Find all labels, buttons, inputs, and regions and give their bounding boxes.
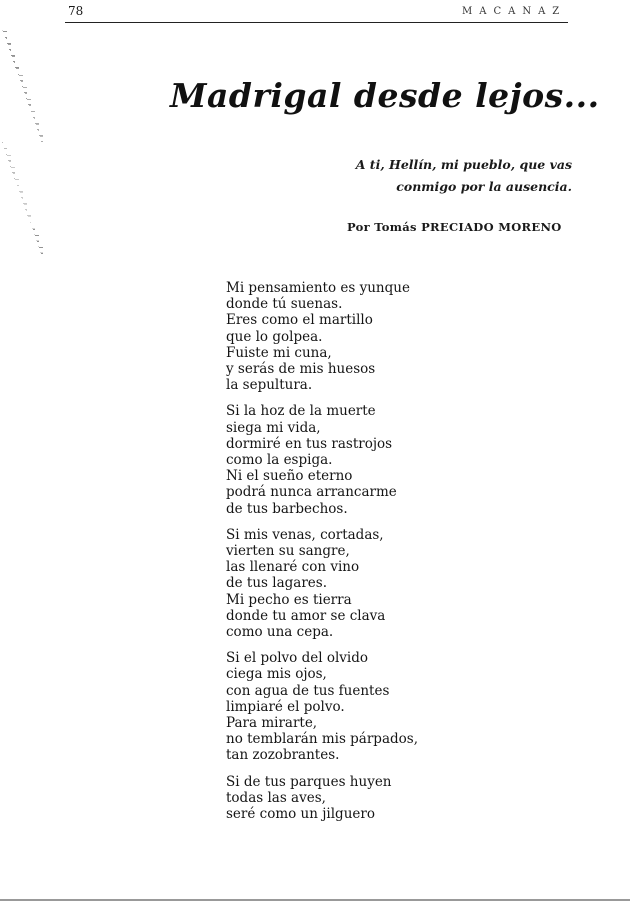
verse-line: Si la hoz de la muerte bbox=[226, 403, 376, 420]
margin-scan-specks bbox=[2, 30, 44, 260]
verse-line: podrá nunca arrancarme bbox=[226, 484, 397, 501]
scan-speck bbox=[23, 87, 27, 88]
verse-line: donde tú suenas. bbox=[226, 296, 343, 313]
scan-speck bbox=[26, 210, 27, 211]
stanza bbox=[226, 774, 418, 823]
scan-speck bbox=[9, 161, 11, 162]
scan-speck bbox=[3, 31, 7, 32]
verse-line: limpiaré el polvo. bbox=[226, 698, 345, 715]
scan-speck bbox=[6, 38, 7, 39]
scan-speck bbox=[19, 75, 23, 76]
scan-speck bbox=[8, 44, 11, 45]
verse-line: como la espiga. bbox=[226, 452, 333, 469]
scan-speck bbox=[40, 136, 43, 137]
scan-speck bbox=[30, 222, 31, 223]
scan-speck bbox=[29, 105, 31, 106]
verse-line: donde tu amor se clava bbox=[226, 607, 386, 624]
scan-speck bbox=[25, 93, 27, 94]
dedication-line-1: A ti, Hellín, mi pueblo, que vas bbox=[355, 157, 572, 172]
scan-speck bbox=[28, 216, 31, 217]
scan-speck bbox=[20, 192, 23, 193]
scan-speck bbox=[17, 185, 19, 186]
verse-line: Para mirarte, bbox=[226, 715, 318, 732]
running-head: MACANAZ bbox=[462, 6, 567, 17]
verse-line: Si de tus parques huyen bbox=[226, 773, 392, 790]
poem-body bbox=[226, 280, 418, 832]
bottom-scan-edge bbox=[0, 899, 630, 901]
verse-line: ciega mis ojos, bbox=[226, 666, 327, 683]
verse-line: seré como un jilguero bbox=[226, 806, 375, 823]
scan-speck bbox=[41, 141, 43, 142]
scan-speck bbox=[39, 247, 43, 248]
scan-speck bbox=[27, 99, 31, 100]
verse-line: que lo golpea. bbox=[226, 328, 323, 345]
verse-line: Fuiste mi cuna, bbox=[226, 344, 332, 361]
scan-speck bbox=[12, 56, 15, 57]
verse-line: siega mi vida, bbox=[226, 419, 321, 436]
verse-line: y serás de mis huesos bbox=[226, 361, 376, 378]
verse-line: tan zozobrantes. bbox=[226, 747, 340, 764]
scan-speck bbox=[37, 241, 39, 242]
dedication bbox=[350, 154, 572, 198]
verse-line: de tus barbechos. bbox=[226, 500, 348, 517]
stanza bbox=[226, 280, 418, 393]
scan-speck bbox=[13, 173, 15, 174]
scan-speck bbox=[22, 198, 23, 199]
dedication-line-2: conmigo por la ausencia. bbox=[396, 179, 572, 194]
verse-line: como una cepa. bbox=[226, 624, 334, 641]
stanza bbox=[226, 650, 418, 763]
verse-line: todas las aves, bbox=[226, 789, 326, 806]
verse-line: dormiré en tus rastrojos bbox=[226, 435, 393, 452]
scan-speck bbox=[34, 118, 35, 119]
verse-line: Si mis venas, cortadas, bbox=[226, 526, 384, 543]
header-rule bbox=[65, 22, 568, 23]
verse-line: la sepultura. bbox=[226, 377, 313, 394]
scan-speck bbox=[4, 148, 7, 149]
verse-line: Si el polvo del olvido bbox=[226, 650, 368, 667]
scan-speck bbox=[35, 235, 39, 236]
scan-speck bbox=[14, 62, 15, 63]
verse-line: no temblarán mis párpados, bbox=[226, 731, 418, 748]
verse-line: vierten su sangre, bbox=[226, 543, 350, 560]
scan-speck bbox=[2, 142, 3, 143]
stanza bbox=[226, 527, 418, 640]
verse-line: Mi pensamiento es yunque bbox=[226, 280, 410, 296]
scan-speck bbox=[15, 179, 19, 180]
scan-speck bbox=[41, 253, 43, 254]
verse-line: Mi pecho es tierra bbox=[226, 591, 352, 608]
scan-speck bbox=[10, 50, 11, 51]
verse-line: Eres como el martillo bbox=[226, 312, 373, 329]
page-number: 78 bbox=[68, 4, 84, 18]
verse-line: las llenaré con vino bbox=[226, 559, 360, 576]
scan-speck bbox=[33, 229, 35, 230]
stanza bbox=[226, 403, 418, 516]
verse-line: Ni el sueño eterno bbox=[226, 468, 353, 485]
verse-line: de tus lagares. bbox=[226, 575, 327, 592]
scan-speck bbox=[16, 68, 19, 69]
scan-speck bbox=[11, 167, 15, 168]
scan-speck bbox=[21, 81, 23, 82]
verse-line: con agua de tus fuentes bbox=[226, 682, 390, 699]
byline: Por Tomás PRECIADO MORENO bbox=[347, 220, 562, 234]
poem-title: Madrigal desde lejos... bbox=[170, 76, 600, 115]
scan-speck bbox=[24, 204, 27, 205]
scan-speck bbox=[38, 130, 39, 131]
scan-speck bbox=[7, 155, 11, 156]
scan-speck bbox=[36, 124, 39, 125]
scan-speck bbox=[31, 111, 35, 112]
